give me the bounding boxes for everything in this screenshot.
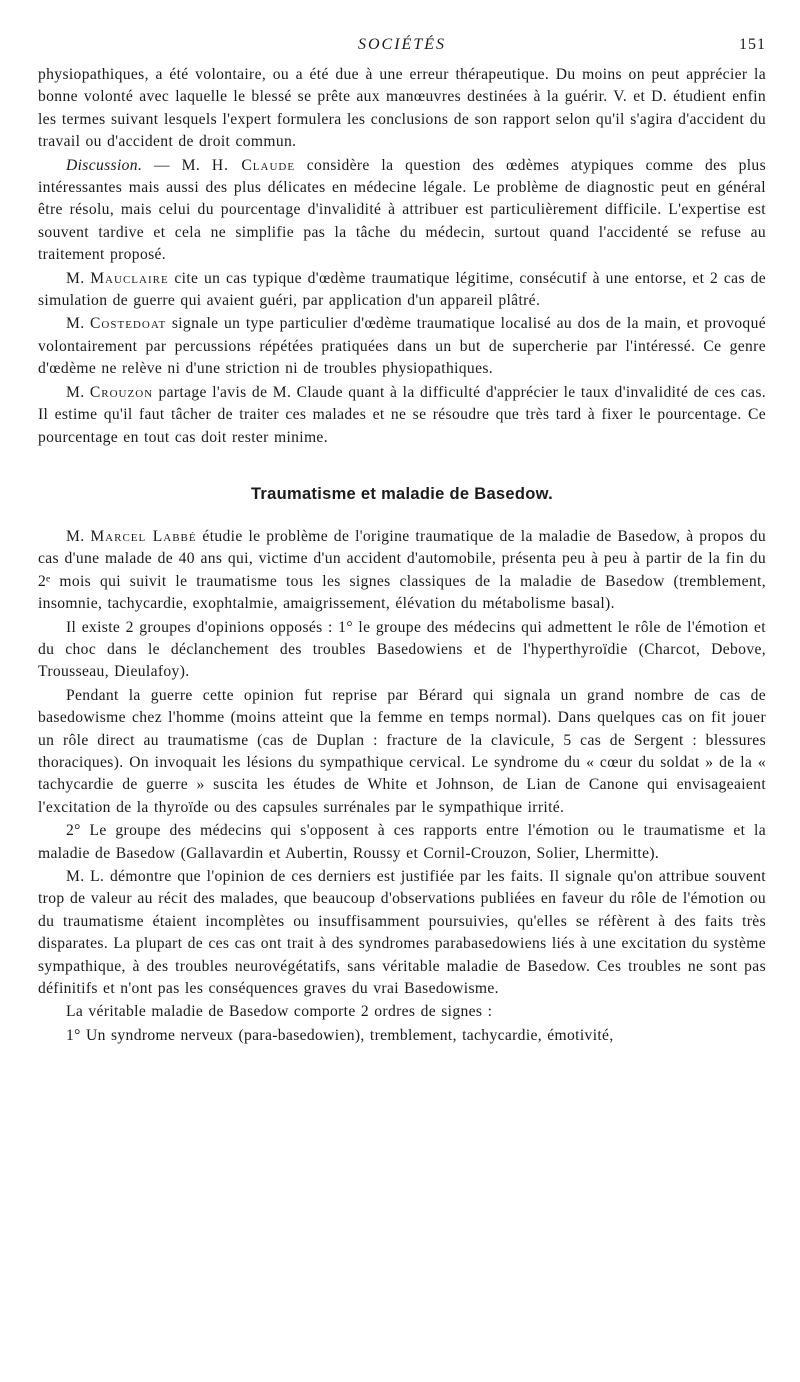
paragraph-costedoat bbox=[38, 313, 766, 380]
author-name: Costedoat bbox=[90, 315, 167, 333]
paragraph-discussion-claude bbox=[38, 155, 766, 267]
page bbox=[38, 36, 766, 1048]
paragraph-signs: La véritable maladie de Basedow comporte 2 ordres de signes : bbox=[66, 1003, 493, 1021]
text-run: cite un cas typique d'œdème traumatique légitime, consécutif à une entorse, et 2 cas de simulation de guerre qui avaient guéri, par application d'un appareil plâtré. bbox=[38, 269, 766, 310]
text-run: M. bbox=[66, 383, 90, 401]
page-number: 151 bbox=[739, 36, 766, 53]
text-run: M. bbox=[66, 269, 91, 287]
paragraph-opinions: Il existe 2 groupes d'opinions opposés : 1° le groupe des médecins qui admettent le rôle de l'émotion et du choc dans le déclanchement des troubles Basedowiens et de l'hyperthyroïdie (Charcot, Debove, Trousseau, Dieulafoy). bbox=[38, 618, 766, 681]
author-name: Crouzon bbox=[89, 383, 154, 401]
paragraph-labbe bbox=[38, 526, 766, 616]
discussion-label: Discussion. bbox=[66, 156, 143, 174]
paragraph-war: Pendant la guerre cette opinion fut reprise par Bérard qui signala un grand nombre de cas de basedowisme chez l'homme (moins atteint que la femme en temps normal). Dans quelques cas on fit jouer un rôle direct au traumatisme (cas de Duplan : fracture de la clavicule, 5 cas de Sergent : blessures thoraciques). On invoquait les lésions du sympathique cervical. Le syndrome du « cœur du soldat » de la « tachycardie de guerre » suscita les études de White et Johnson, de Lian de Canone qui envisageaient l'excitation de la thyroïde ou des capsules surrénales par le sympathique irrité. bbox=[38, 686, 766, 816]
text-run: M. bbox=[66, 527, 91, 545]
author-name: H. Claude bbox=[211, 156, 296, 174]
running-title: SOCIÉTÉS bbox=[358, 36, 446, 53]
paragraph-group-two: 2° Le groupe des médecins qui s'opposent à ces rapports entre l'émotion ou le traumatisme et la maladie de Basedow (Gallavardin et Aubertin, Roussy et Cornil-Crouzon, Solier, Lhermitte). bbox=[38, 822, 766, 862]
text-run: — M. bbox=[142, 156, 212, 174]
paragraph-syndrome: 1° Un syndrome nerveux (para-basedowien), tremblement, tachycardie, émotivité, bbox=[66, 1026, 614, 1044]
author-name: Marcel Labbé bbox=[90, 527, 197, 545]
paragraph-crouzon bbox=[38, 382, 766, 449]
paragraph-demonstration: M. L. démontre que l'opinion de ces derniers est justifiée par les faits. Il signale qu'on attribue souvent trop de valeur au récit des malades, que beaucoup d'observations publiées en faveur du rôle de l'émotion ou du traumatisme étaient incomplètes ou insuffisamment poursuivies, qu'elles se réfèrent à des faits très disparates. La plupart de ces cas ont trait à des syndromes parabasedowiens liés à une excitation du système sympathique, à des troubles neurovégétatifs, sans véritable maladie de Basedow. Ces troubles ne sont pas définitifs et n'ont pas les conséquences graves du vrai Basedowisme. bbox=[38, 868, 766, 998]
text-run: signale un type particulier d'œdème traumatique localisé au dos de la main, et provoqué volontairement par percussions répétées pratiquées dans un but de supercherie par l'intéressé. Ce genre d'œdème ne relève ni d'une striction ni de troubles physiopathiques. bbox=[38, 315, 766, 378]
running-head bbox=[38, 36, 766, 64]
section-heading: Traumatisme et maladie de Basedow. bbox=[250, 484, 554, 503]
paragraph-continuation: physiopathiques, a été volontaire, ou a été due à une erreur thérapeutique. Du moins on peut apprécier la bonne volonté avec laquelle le blessé se prête aux manœuvres destinées à la guérir. V. et D. étudient enfin les termes suivant lesquels l'expert formulera les conclusions de son rapport selon qu'il s'agira d'accident du travail ou d'accident de droit commun. bbox=[38, 66, 766, 151]
author-name: Mauclaire bbox=[90, 269, 169, 287]
paragraph-mauclaire bbox=[38, 268, 766, 313]
text-run: partage l'avis de M. Claude quant à la difficulté d'apprécier le taux d'invalidité de ces cas. Il estime qu'il faut tâcher de traiter ces malades et ne se résoudre que très tard à fixer le pourcentage. Ce pourcentage en tout cas doit rester minime. bbox=[38, 383, 766, 446]
text-run: considère la question des œdèmes atypiques comme des plus intéressantes mais aussi des plus délicates en médecine légale. Le problème de diagnostic peut en général être résolu, mais celui du pourcentage d'invalidité à attribuer est particulièrement difficile. L'expertise est souvent tardive et cela ne simplifie pas la tâche du médecin, surtout quand l'accidenté se refuse au traitement proposé. bbox=[38, 156, 766, 264]
text-run: étudie le problème de l'origine traumatique de la maladie de Basedow, à propos du cas d'une malade de 40 ans qui, victime d'un accident d'automobile, présenta peu à peu à partir de la fin du 2ᵉ mois qui suivit le traumatisme tous les signes classiques de la maladie de Basedow (tremblement, insomnie, tachycardie, exophtalmie, amaigrissement, élévation du métabolisme basal). bbox=[38, 527, 766, 613]
text-run: M. bbox=[66, 315, 91, 333]
